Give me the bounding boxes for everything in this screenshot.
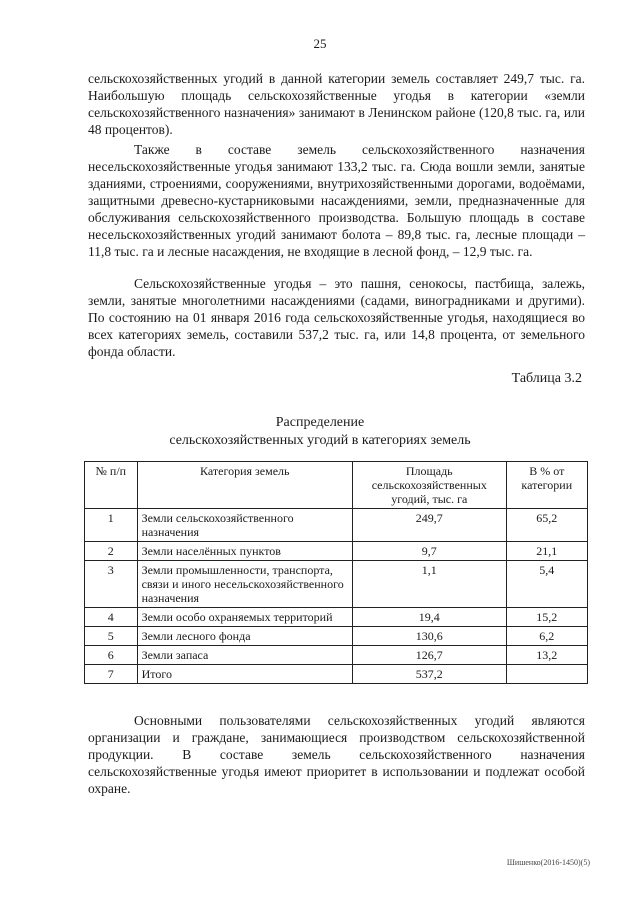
footer-code: Шишенко(2016-1450)(5): [506, 858, 590, 867]
row-percent: 5,4: [506, 561, 587, 608]
row-percent: 21,1: [506, 542, 587, 561]
table-header-row: [85, 462, 588, 509]
paragraph-2: Также в составе земель сельскохозяйственного назначения несельскохозяйственные угодья занимают 133,2 тыс. га. Сюда вошли земли, занятые зданиями, строениями, сооружениями, внутрихозяйственными дорогами, водоёмами, защитными древесно-кустарниковыми насаждениями, земли, предназначенные для обслуживания сельскохозяйственного производства. Большую площадь в составе несельскохозяйственных угодий занимают болота – 89,8 тыс. га, лесные площади – 11,8 тыс. га и лесные насаждения, не входящие в лесной фонд, – 12,9 тыс. га.: [88, 142, 585, 259]
table-title-line-1: Распределение: [275, 415, 365, 430]
row-area: 19,4: [352, 608, 506, 627]
row-area: 1,1: [352, 561, 506, 608]
header-num: № п/п: [85, 462, 138, 509]
table-row: [85, 627, 588, 646]
row-area: 126,7: [352, 646, 506, 665]
table-label: Таблица 3.2: [511, 371, 582, 386]
paragraph-1: сельскохозяйственных угодий в данной категории земель составляет 249,7 тыс. га. Наибольшую площадь сельскохозяйственные угодья в категории «земли сельскохозяйственного назначения» занимают в Ленинском районе (120,8 тыс. га, или 48 процентов).: [88, 71, 585, 137]
row-category: Земли сельскохозяйственного назначения: [137, 509, 352, 542]
row-area: 249,7: [352, 509, 506, 542]
table-row: [85, 646, 588, 665]
row-num: 4: [85, 608, 138, 627]
row-category: Земли запаса: [137, 646, 352, 665]
header-category: Категория земель: [137, 462, 352, 509]
table-row: [85, 542, 588, 561]
paragraph-4: Основными пользователями сельскохозяйственных угодий являются организации и граждане, занимающиеся производством сельскохозяйственной продукции. В составе земель сельскохозяйственного назначения сельскохозяйственные угодья имеют приоритет в использовании и подлежат особой охране.: [88, 713, 585, 796]
row-percent: 6,2: [506, 627, 587, 646]
paragraph-3: Сельскохозяйственные угодья – это пашня, сенокосы, пастбища, залежь, земли, занятые многолетними насаждениями (садами, виноградниками и другими). По состоянию на 01 января 2016 года сельскохозяйственные угодья, находящиеся во всех категориях земель, составили 537,2 тыс. га, или 14,8 процента, от земельного фонда области.: [88, 276, 585, 359]
row-percent: [506, 665, 587, 684]
row-percent: 65,2: [506, 509, 587, 542]
header-area: Площадь сельскохозяйственных угодий, тыс. га: [352, 462, 506, 509]
row-category: Земли особо охраняемых территорий: [137, 608, 352, 627]
row-category: Земли лесного фонда: [137, 627, 352, 646]
row-area: 9,7: [352, 542, 506, 561]
row-percent: 13,2: [506, 646, 587, 665]
distribution-table: [84, 461, 588, 684]
row-num: 1: [85, 509, 138, 542]
row-area: 537,2: [352, 665, 506, 684]
table-row: [85, 608, 588, 627]
row-category: Земли промышленности, транспорта, связи и иного несельскохозяйственного назначения: [137, 561, 352, 608]
row-num: 3: [85, 561, 138, 608]
table-title-line-2: сельскохозяйственных угодий в категориях земель: [169, 433, 471, 448]
table-row: [85, 509, 588, 542]
row-category: Земли населённых пунктов: [137, 542, 352, 561]
table-title: [0, 414, 640, 450]
row-num: 2: [85, 542, 138, 561]
row-area: 130,6: [352, 627, 506, 646]
row-percent: 15,2: [506, 608, 587, 627]
page-number: 25: [313, 36, 327, 51]
table-row: [85, 561, 588, 608]
row-num: 6: [85, 646, 138, 665]
header-percent: В % от категории: [506, 462, 587, 509]
row-num: 7: [85, 665, 138, 684]
table-row-total: [85, 665, 588, 684]
row-num: 5: [85, 627, 138, 646]
row-category: Итого: [137, 665, 352, 684]
